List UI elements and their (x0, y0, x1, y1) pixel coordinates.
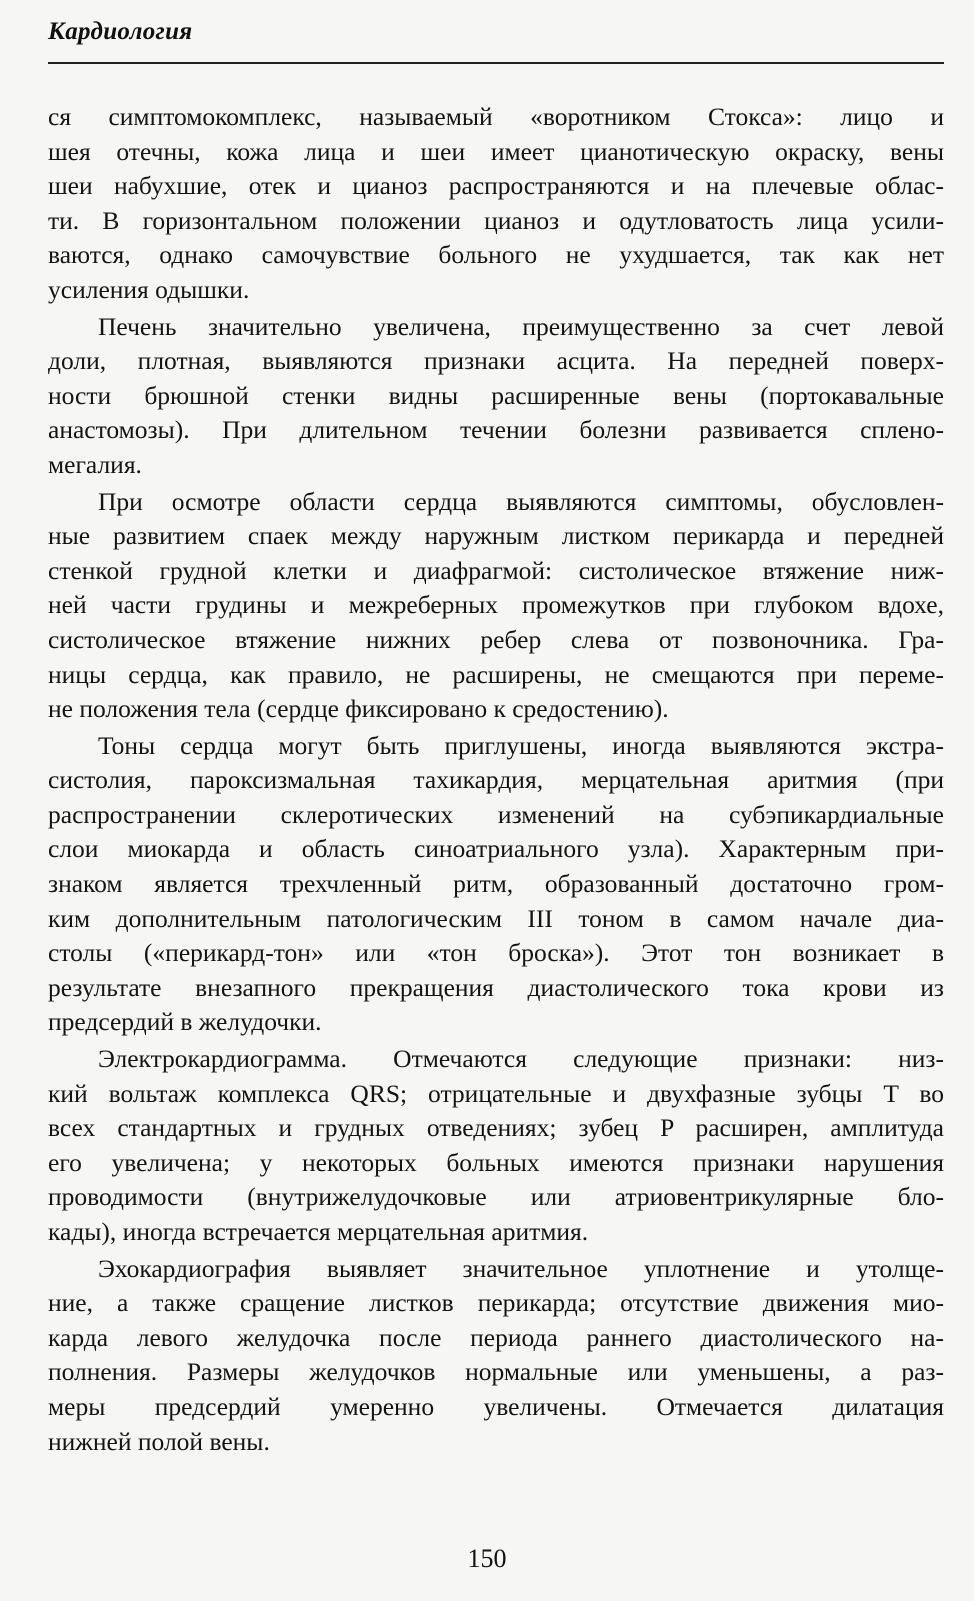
text-line: слои миокарда и область синоатриального узла). Характерным при- (48, 834, 944, 864)
text-line: доли, плотная, выявляются признаки асцита. На передней поверх- (48, 346, 944, 376)
paragraph-1 (48, 100, 944, 308)
paragraph-6 (48, 1252, 944, 1460)
page-number: 150 (467, 1544, 507, 1573)
text-line: Эхокардиография выявляет значительное уплотнение и утолще- (98, 1253, 944, 1283)
text-line: ницы сердца, как правило, не расширены, не смещаются при переме- (48, 659, 944, 689)
text-line: ней части грудины и межреберных промежутков при глубоком вдохе, (48, 590, 944, 620)
text-line: усиления одышки. (48, 274, 250, 304)
paragraph-3 (48, 485, 944, 727)
running-title: Кардиология (48, 18, 193, 45)
text-line: Печень значительно увеличена, преимущественно за счет левой (98, 311, 944, 341)
text-line: систолическое втяжение нижних ребер слева от позвоночника. Гра- (48, 624, 944, 654)
text-line: ние, а также сращение листков перикарда; отсутствие движения мио- (48, 1288, 944, 1318)
text-line: ся симптомокомплекс, называемый «воротником Стокса»: лицо и (48, 102, 944, 131)
text-line: Электрокардиограмма. Отмечаются следующие признаки: низ- (98, 1044, 944, 1074)
text-line: стенкой грудной клетки и диафрагмой: систолическое втяжение ниж- (48, 555, 944, 585)
header-rule (48, 62, 944, 64)
text-line: анастомозы). При длительном течении болезни развивается сплено- (48, 415, 944, 445)
text-line: ким дополнительным патологическим III тоном в самом начале диа- (48, 903, 944, 933)
text-line: не положения тела (сердце фиксировано к средостению). (48, 694, 669, 724)
text-line: ваются, однако самочувствие больного не ухудшается, так как нет (48, 240, 944, 270)
text-line: нижней полой вены. (48, 1426, 270, 1456)
text-line: ные развитием спаек между наружным листком перикарда и передней (48, 521, 944, 551)
text-line: полнения. Размеры желудочков нормальные или уменьшены, а раз- (48, 1357, 944, 1387)
text-line: проводимости (внутрижелудочковые или атриовентрикулярные бло- (48, 1182, 944, 1212)
text-line: столы («перикард-тон» или «тон броска»). Этот тон возникает в (48, 938, 944, 968)
text-line: ти. В горизонтальном положении цианоз и одутловатость лица усили- (48, 205, 944, 235)
paragraph-2 (48, 310, 944, 483)
text-line: распространении склеротических изменений на субэпикардиальные (48, 799, 944, 829)
text-line: кады), иногда встречается мерцательная аритмия. (48, 1217, 589, 1246)
text-line: меры предсердий умеренно увеличены. Отмечается дилатация (48, 1391, 944, 1421)
body-text (48, 100, 944, 1461)
paragraph-5 (48, 1042, 944, 1250)
text-line: карда левого желудочка после периода раннего диастолического на- (48, 1322, 944, 1352)
text-line: знаком является трехчленный ритм, образованный достаточно гром- (48, 869, 944, 899)
text-line: ности брюшной стенки видны расширенные вены (портокавальные (48, 380, 944, 410)
text-line: При осмотре области сердца выявляются симптомы, обусловлен- (98, 486, 944, 516)
text-line: систолия, пароксизмальная тахикардия, мерцательная аритмия (при (48, 765, 944, 795)
text-line: шея отечны, кожа лица и шеи имеет цианотическую окраску, вены (48, 136, 944, 166)
text-line: результате внезапного прекращения диастолического тока крови из (48, 972, 944, 1002)
text-line: шеи набухшие, отек и цианоз распространяются и на плечевые облас- (48, 171, 944, 201)
text-line: его увеличена; у некоторых больных имеются признаки нарушения (48, 1147, 944, 1177)
text-line: всех стандартных и грудных отведениях; зубец P расширен, амплитуда (48, 1113, 944, 1143)
text-line: предсердий в желудочки. (48, 1007, 322, 1037)
text-line: кий вольтаж комплекса QRS; отрицательные и двухфазные зубцы T во (48, 1078, 944, 1108)
text-line: мегалия. (48, 449, 142, 479)
text-line: Тоны сердца могут быть приглушены, иногда выявляются экстра- (98, 730, 944, 760)
paragraph-4 (48, 729, 944, 1040)
